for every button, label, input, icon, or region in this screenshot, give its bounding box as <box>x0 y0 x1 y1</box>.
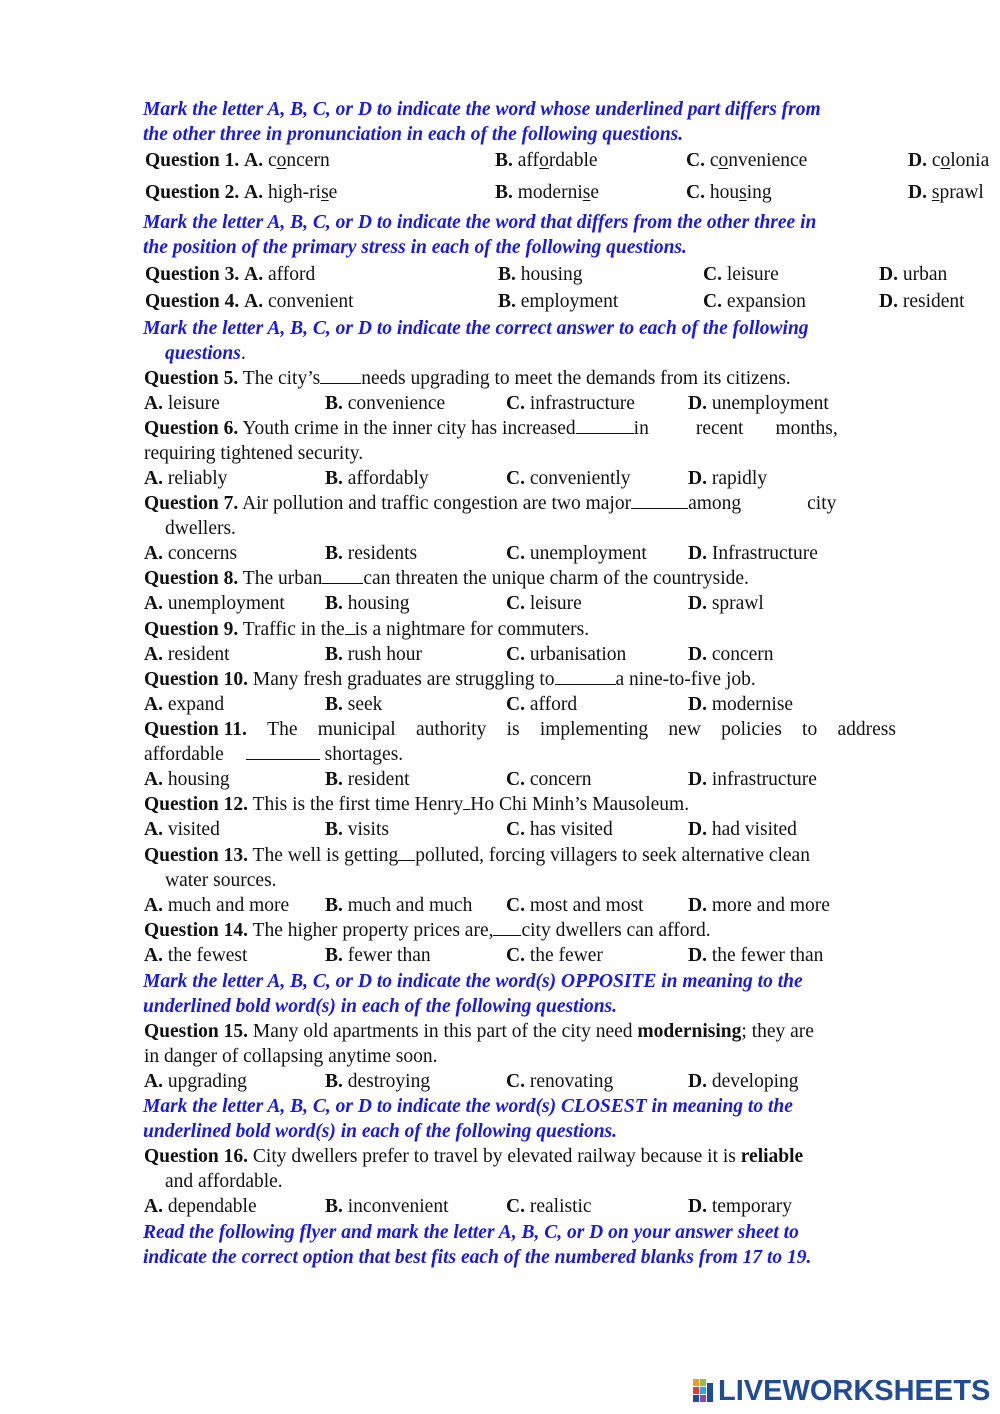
question-16-keyword: reliable <box>740 1146 804 1167</box>
question-2-option-c[interactable]: C. housing <box>686 182 772 203</box>
question-13-option-c[interactable]: C. most and most <box>506 895 644 916</box>
question-4-label: Question 4. A. convenient <box>145 291 354 312</box>
instruction-opposite-line2: underlined bold word(s) in each of the following questions. <box>143 996 618 1017</box>
question-10-option-a[interactable]: A. expand <box>144 694 225 715</box>
question-15-keyword: modernising <box>637 1021 742 1042</box>
question-6-stem: Question 6. Youth crime in the inner city has increased in recent months, <box>144 418 838 439</box>
question-13-option-b[interactable]: B. much and much <box>325 895 473 916</box>
question-4-option-b[interactable]: B. employment <box>498 291 619 312</box>
question-6-option-b[interactable]: B. affordably <box>325 468 429 489</box>
question-5-option-b[interactable]: B. convenience <box>325 393 446 414</box>
question-6-blank[interactable] <box>576 417 634 434</box>
question-14-option-c[interactable]: C. the fewer <box>506 945 603 966</box>
question-14-option-a[interactable]: A. the fewest <box>144 945 248 966</box>
question-3-label: Question 3. A. afford <box>145 264 316 285</box>
question-3-option-b[interactable]: B. housing <box>498 264 583 285</box>
question-2-label: Question 2. A. high-rise <box>145 182 338 203</box>
instruction-pronunciation-line1: Mark the letter A, B, C, or D to indicate the word whose underlined part differs from <box>143 99 821 120</box>
question-14-option-d[interactable]: D. the fewer than <box>688 945 824 966</box>
liveworksheets-logo-icon <box>692 1377 714 1405</box>
question-13-stem: Question 13. The well is getting polluted, forcing villagers to seek alternative clean <box>144 845 810 866</box>
question-8-option-c[interactable]: C. leisure <box>506 593 582 614</box>
question-12-option-c[interactable]: C. has visited <box>506 819 613 840</box>
instruction-closest-line1: Mark the letter A, B, C, or D to indicate the word(s) CLOSEST in meaning to the <box>143 1096 793 1117</box>
question-13-blank[interactable] <box>398 844 415 861</box>
question-6-stem-line2: requiring tightened security. <box>144 443 364 464</box>
question-1-option-b[interactable]: B. affordable <box>495 150 598 171</box>
question-7-option-d[interactable]: D. Infrastructure <box>688 543 818 564</box>
question-16-option-c[interactable]: C. realistic <box>506 1196 592 1217</box>
question-15-option-b[interactable]: B. destroying <box>325 1071 431 1092</box>
question-6-option-a[interactable]: A. reliably <box>144 468 228 489</box>
question-12-option-b[interactable]: B. visits <box>325 819 389 840</box>
question-16-stem: Question 16. City dwellers prefer to travel by elevated railway because it is reliable <box>144 1146 804 1167</box>
question-16-option-d[interactable]: D. temporary <box>688 1196 792 1217</box>
question-5-option-a[interactable]: A. leisure <box>144 393 220 414</box>
question-2-option-b[interactable]: B. modernise <box>495 182 599 203</box>
question-9-stem: Question 9. Traffic in the is a nightmare for commuters. <box>144 619 590 640</box>
question-15-option-c[interactable]: C. renovating <box>506 1071 614 1092</box>
instruction-opposite-line1: Mark the letter A, B, C, or D to indicate the word(s) OPPOSITE in meaning to the <box>143 971 803 992</box>
question-9-option-a[interactable]: A. resident <box>144 644 230 665</box>
question-14-stem: Question 14. The higher property prices are, city dwellers can afford. <box>144 920 711 941</box>
question-4-option-d[interactable]: D. resident <box>879 291 965 312</box>
question-1-option-d[interactable]: D. colonia <box>908 150 990 171</box>
question-3-option-c[interactable]: C. leisure <box>703 264 779 285</box>
question-12-option-a[interactable]: A. visited <box>144 819 220 840</box>
question-14-option-b[interactable]: B. fewer than <box>325 945 431 966</box>
question-8-blank[interactable] <box>322 567 363 584</box>
question-11-stem-line2: affordable shortages. <box>144 744 404 765</box>
question-11-option-a[interactable]: A. housing <box>144 769 230 790</box>
question-8-option-b[interactable]: B. housing <box>325 593 410 614</box>
question-15-stem: Question 15. Many old apartments in this part of the city need modernising; they are <box>144 1021 814 1042</box>
question-7-stem-line2: dwellers. <box>165 518 236 539</box>
question-13-option-d[interactable]: D. more and more <box>688 895 830 916</box>
question-11-option-b[interactable]: B. resident <box>325 769 410 790</box>
liveworksheets-logo-text: LIVEWORKSHEETS <box>718 1374 991 1407</box>
question-2-option-d[interactable]: D. sprawl <box>908 182 984 203</box>
question-7-stem: Question 7. Air pollution and traffic congestion are two major among city <box>144 493 837 514</box>
instruction-stress-line2: the position of the primary stress in each of the following questions. <box>143 237 687 258</box>
question-15-stem-line2: in danger of collapsing anytime soon. <box>144 1046 438 1067</box>
instruction-correct-line2: questions. <box>165 343 246 364</box>
question-7-option-b[interactable]: B. residents <box>325 543 418 564</box>
question-8-stem: Question 8. The urban can threaten the unique charm of the countryside. <box>144 568 749 589</box>
question-5-option-c[interactable]: C. infrastructure <box>506 393 635 414</box>
question-16-option-a[interactable]: A. dependable <box>144 1196 257 1217</box>
question-11-option-c[interactable]: C. concern <box>506 769 592 790</box>
question-6-option-d[interactable]: D. rapidly <box>688 468 768 489</box>
instruction-pronunciation-line2: the other three in pronunciation in each of the following questions. <box>143 124 684 145</box>
question-10-option-b[interactable]: B. seek <box>325 694 383 715</box>
question-13-stem-line2: water sources. <box>165 870 277 891</box>
question-10-option-d[interactable]: D. modernise <box>688 694 794 715</box>
instruction-flyer-line1: Read the following flyer and mark the letter A, B, C, or D on your answer sheet to <box>143 1222 799 1243</box>
question-4-option-c[interactable]: C. expansion <box>703 291 806 312</box>
question-9-option-d[interactable]: D. concern <box>688 644 774 665</box>
question-10-stem: Question 10. Many fresh graduates are struggling to a nine-to-five job. <box>144 669 756 690</box>
question-13-option-a[interactable]: A. much and more <box>144 895 290 916</box>
instruction-correct-line1: Mark the letter A, B, C, or D to indicate the correct answer to each of the following <box>143 318 809 339</box>
question-5-option-d[interactable]: D. unemployment <box>688 393 829 414</box>
question-9-option-c[interactable]: C. urbanisation <box>506 644 627 665</box>
question-14-blank[interactable] <box>493 919 521 936</box>
question-1-label: Question 1. A. concern <box>145 150 330 171</box>
question-1-option-c[interactable]: C. convenience <box>686 150 808 171</box>
question-12-stem: Question 12. This is the first time Henry Ho Chi Minh’s Mausoleum. <box>144 794 690 815</box>
question-16-stem-line2: and affordable. <box>165 1171 283 1192</box>
question-3-option-d[interactable]: D. urban <box>879 264 948 285</box>
question-8-option-d[interactable]: D. sprawl <box>688 593 764 614</box>
question-7-blank[interactable] <box>631 492 688 509</box>
question-8-option-a[interactable]: A. unemployment <box>144 593 285 614</box>
question-7-option-c[interactable]: C. unemployment <box>506 543 647 564</box>
question-15-option-a[interactable]: A. upgrading <box>144 1071 247 1092</box>
question-15-option-d[interactable]: D. developing <box>688 1071 799 1092</box>
question-10-option-c[interactable]: C. afford <box>506 694 578 715</box>
question-9-option-b[interactable]: B. rush hour <box>325 644 422 665</box>
question-5-blank[interactable] <box>320 367 361 384</box>
instruction-flyer-line2: indicate the correct option that best fits each of the numbered blanks from 17 to 19. <box>143 1247 812 1268</box>
question-7-option-a[interactable]: A. concerns <box>144 543 238 564</box>
question-11-option-d[interactable]: D. infrastructure <box>688 769 817 790</box>
question-6-option-c[interactable]: C. conveniently <box>506 468 631 489</box>
instruction-closest-line2: underlined bold word(s) in each of the following questions. <box>143 1121 618 1142</box>
liveworksheets-logo[interactable] <box>692 1374 990 1408</box>
instruction-stress-line1: Mark the letter A, B, C, or D to indicate the word that differs from the other three in <box>143 212 817 233</box>
question-10-blank[interactable] <box>555 668 616 685</box>
question-11-stem: Question 11. The municipal authority is implementing new policies to address <box>144 719 896 740</box>
question-9-blank[interactable] <box>345 618 355 635</box>
question-16-option-b[interactable]: B. inconvenient <box>325 1196 449 1217</box>
question-11-blank[interactable] <box>246 743 320 760</box>
question-5-stem: Question 5. The city’s needs upgrading to meet the demands from its citizens. <box>144 368 791 389</box>
question-12-option-d[interactable]: D. had visited <box>688 819 797 840</box>
